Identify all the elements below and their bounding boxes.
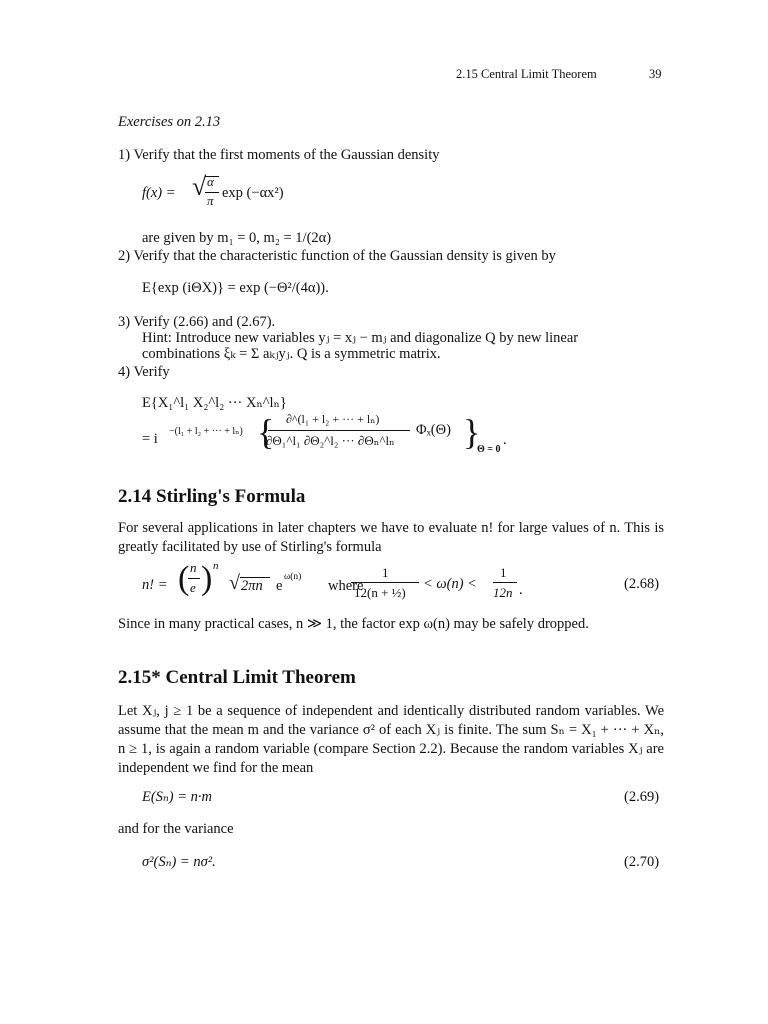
equation-number-2-69: (2.69) bbox=[624, 789, 660, 805]
paren-frac-n: n bbox=[190, 560, 197, 575]
stirling-sqrt-sign: √ bbox=[229, 572, 240, 594]
section-2-14-after: Since in many practical cases, n ≫ 1, the factor exp ω(n) may be safely dropped. bbox=[118, 616, 589, 632]
exercise-4-text: 4) Verify bbox=[118, 364, 170, 380]
left-brace: { bbox=[257, 412, 275, 452]
exercises-heading: Exercises on 2.13 bbox=[118, 114, 221, 130]
section-2-14-paragraph: For several applications in later chapters we have to evaluate n! for large values of n. This is greatly facilitated by use of Stirling's formula bbox=[118, 520, 664, 555]
section-2-15-title: 2.15* Central Limit Theorem bbox=[118, 667, 356, 688]
upper-bound-bar bbox=[493, 582, 517, 583]
equation-2-70: σ²(Sₙ) = nσ². bbox=[142, 854, 216, 870]
stirling-exp-base: e bbox=[276, 578, 283, 594]
exercise-3-hint-line2: combinations ξₖ = Σ aₖⱼyⱼ. Q is a symmetric matrix. bbox=[142, 346, 441, 362]
frac-pi: π bbox=[207, 193, 214, 208]
variance-intro: and for the variance bbox=[118, 821, 234, 837]
gaussian-density-rhs: exp (−αx²) bbox=[222, 185, 284, 201]
exercise-1-text: 1) Verify that the first moments of the Gaussian density bbox=[118, 147, 440, 163]
lower-bound-den: 12(n + ½) bbox=[354, 585, 406, 600]
stirling-lhs: n! = bbox=[142, 577, 168, 593]
stirling-period: . bbox=[519, 582, 523, 598]
right-brace: } bbox=[463, 412, 481, 452]
upper-bound-num: 1 bbox=[500, 565, 507, 580]
section-2-15-paragraph: Let Xⱼ, j ≥ 1 be a sequence of independent and identically distributed random variables. We assume that the mean m and the variance σ² of each Xⱼ is finite. The sum Sₙ = X₁ + ··· + Xₙ, n ≥ 1, is again a random variable (compare Section 2.2). Because the random variables Xⱼ are independent we find for the mean bbox=[118, 703, 664, 776]
stirling-where: where bbox=[328, 578, 364, 594]
section-2-14-title: 2.14 Stirling's Formula bbox=[118, 486, 306, 507]
gaussian-density-lhs: f(x) = bbox=[142, 185, 176, 201]
equation-number-2-70: (2.70) bbox=[624, 854, 660, 870]
partial-numerator: ∂^(l₁ + l₂ + ··· + lₙ) bbox=[286, 412, 380, 426]
sqrt-sign: √ bbox=[192, 172, 207, 201]
partial-denominator: ∂Θ₁^l₁ ∂Θ₂^l₂ ··· ∂Θₙ^lₙ bbox=[266, 433, 395, 448]
frac-alpha: α bbox=[207, 174, 214, 189]
partial-frac-bar bbox=[268, 430, 410, 431]
exercise-4-period: . bbox=[503, 432, 507, 448]
paren-power: n bbox=[213, 560, 219, 572]
paren-frac-bar bbox=[188, 578, 200, 579]
lower-bound-num: 1 bbox=[382, 565, 389, 580]
equation-number-2-68: (2.68) bbox=[624, 576, 660, 592]
exercise-2-text: 2) Verify that the characteristic function of the Gaussian density is given by bbox=[118, 248, 556, 264]
upper-bound-den: 12n bbox=[493, 585, 513, 600]
left-paren: ( bbox=[178, 560, 190, 597]
right-paren: ) bbox=[201, 560, 213, 597]
exercise-4-line2-prefix: = i bbox=[142, 431, 158, 447]
stirling-omega-bounds: < ω(n) < bbox=[423, 576, 477, 592]
exercise-3-text: 3) Verify (2.66) and (2.67). bbox=[118, 314, 276, 330]
exercise-4-line1: E{X₁^l₁ X₂^l₂ ··· Xₙ^lₙ} bbox=[142, 395, 287, 411]
evaluation-point: Θ = 0 bbox=[477, 444, 501, 455]
stirling-sqrt-arg: 2πn bbox=[241, 578, 263, 594]
page-number: 39 bbox=[649, 67, 662, 81]
exercise-1-result: are given by m₁ = 0, m₂ = 1/(2α) bbox=[142, 230, 332, 246]
running-header-title: 2.15 Central Limit Theorem bbox=[456, 67, 597, 81]
equation-2-69: E(Sₙ) = n·m bbox=[142, 789, 213, 805]
exercise-2-formula: E{exp (iΘX)} = exp (−Θ²/(4α)). bbox=[142, 280, 329, 296]
paren-frac-e: e bbox=[190, 580, 196, 595]
exercise-4-exponent: −(l₁ + l₂ + ··· + lₙ) bbox=[169, 426, 243, 437]
lower-bound-bar bbox=[351, 582, 419, 583]
stirling-exp-sup: ω(n) bbox=[284, 572, 302, 582]
exercise-3-hint-line1: Hint: Introduce new variables yⱼ = xⱼ − mⱼ and diagonalize Q by new linear bbox=[142, 330, 579, 346]
characteristic-function: Φₓ(Θ) bbox=[416, 422, 451, 438]
